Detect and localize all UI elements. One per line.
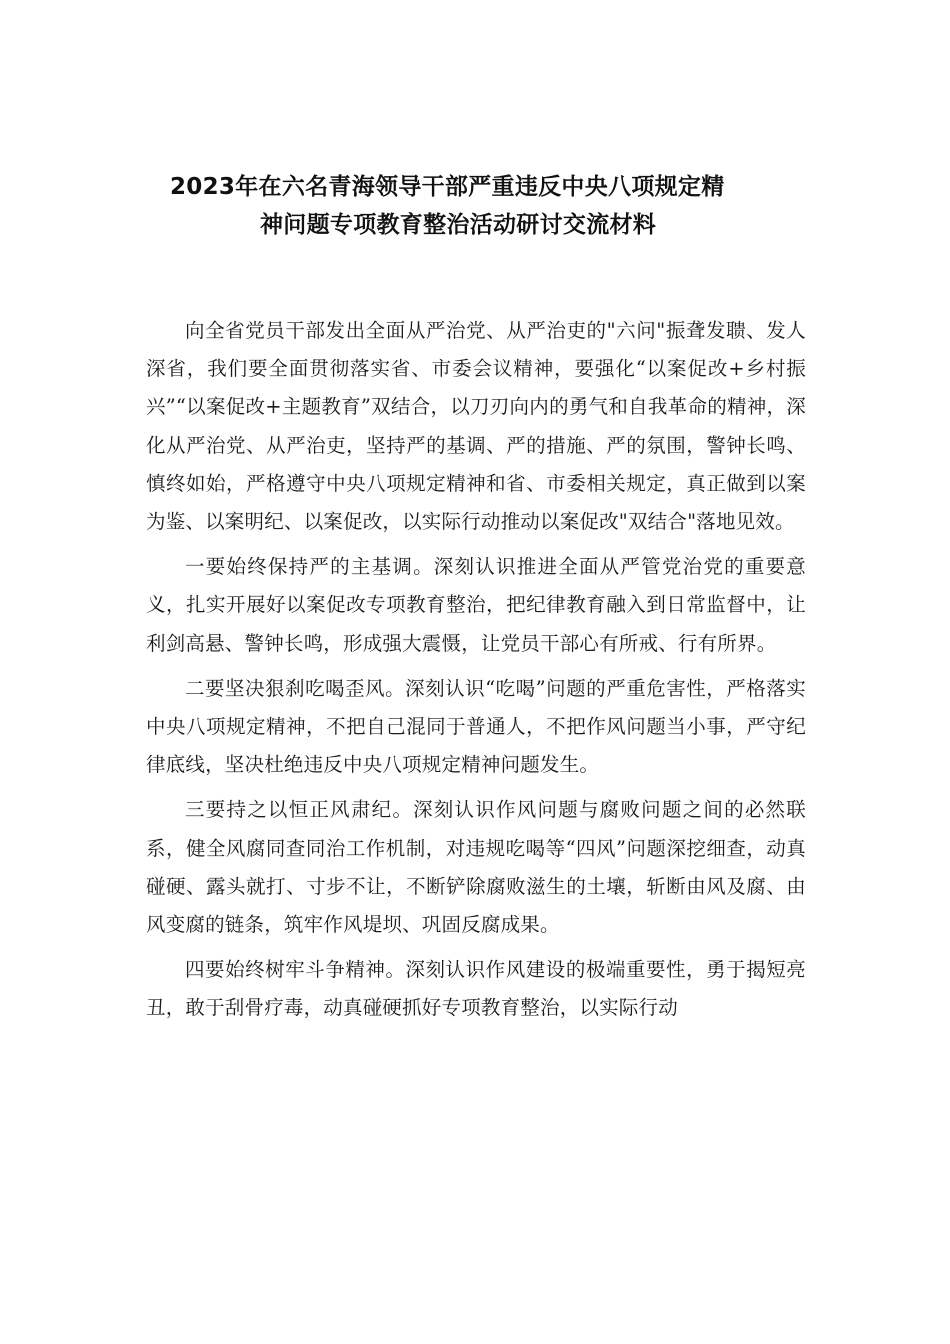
paragraph-point-4: 四要始终树牢斗争精神。深刻认识作风建设的极端重要性，勇于揭短亮丑，敢于刮骨疗毒，动真碰硬抓好专项教育整治，以实际行动 <box>146 958 806 1020</box>
title-line-2: 神问题专项教育整治活动研讨交流材料 <box>260 212 657 238</box>
paragraph-intro: 向全省党员干部发出全面从严治党、从严治吏的"六问"振聋发聩、发人深省，我们要全面贯彻落实省、市委会议精神，要强化“以案促改+乡村振兴”“以案促改+主题教育”双结合，以刀刃向内的勇气和自我革命的精神，深化从严治党、从严治吏，坚持严的基调、严的措施、严的氛围，警钟长鸣、慎终如始，严格遵守中央八项规定精神和省、市委相关规定，真正做到以案为鉴、以案明纪、以案促改，以实际行动推动以案促改"双结合"落地见效。 <box>146 319 806 534</box>
document-title <box>170 168 810 244</box>
document-body <box>146 312 806 1035</box>
paragraph-point-1: 一要始终保持严的主基调。深刻认识推进全面从严管党治党的重要意义，扎实开展好以案促改专项教育整治，把纪律教育融入到日常监督中，让利剑高悬、警钟长鸣，形成强大震慑，让党员干部心有所戒、行有所界。 <box>146 555 806 655</box>
title-line-1: 2023年在六名青海领导干部严重违反中央八项规定精 <box>170 174 725 200</box>
paragraph-point-3: 三要持之以恒正风肃纪。深刻认识作风问题与腐败问题之间的必然联系，健全风腐同查同治工作机制，对违规吃喝等“四风”问题深挖细查，动真碰硬、露头就打、寸步不让，不断铲除腐败滋生的土壤，斩断由风及腐、由风变腐的链条，筑牢作风堤坝、巩固反腐成果。 <box>146 798 806 937</box>
paragraph-point-2: 二要坚决狠刹吃喝歪风。深刻认识“吃喝”问题的严重危害性，严格落实中央八项规定精神，不把自己混同于普通人，不把作风问题当小事，严守纪律底线，坚决杜绝违反中央八项规定精神问题发生。 <box>146 676 806 777</box>
